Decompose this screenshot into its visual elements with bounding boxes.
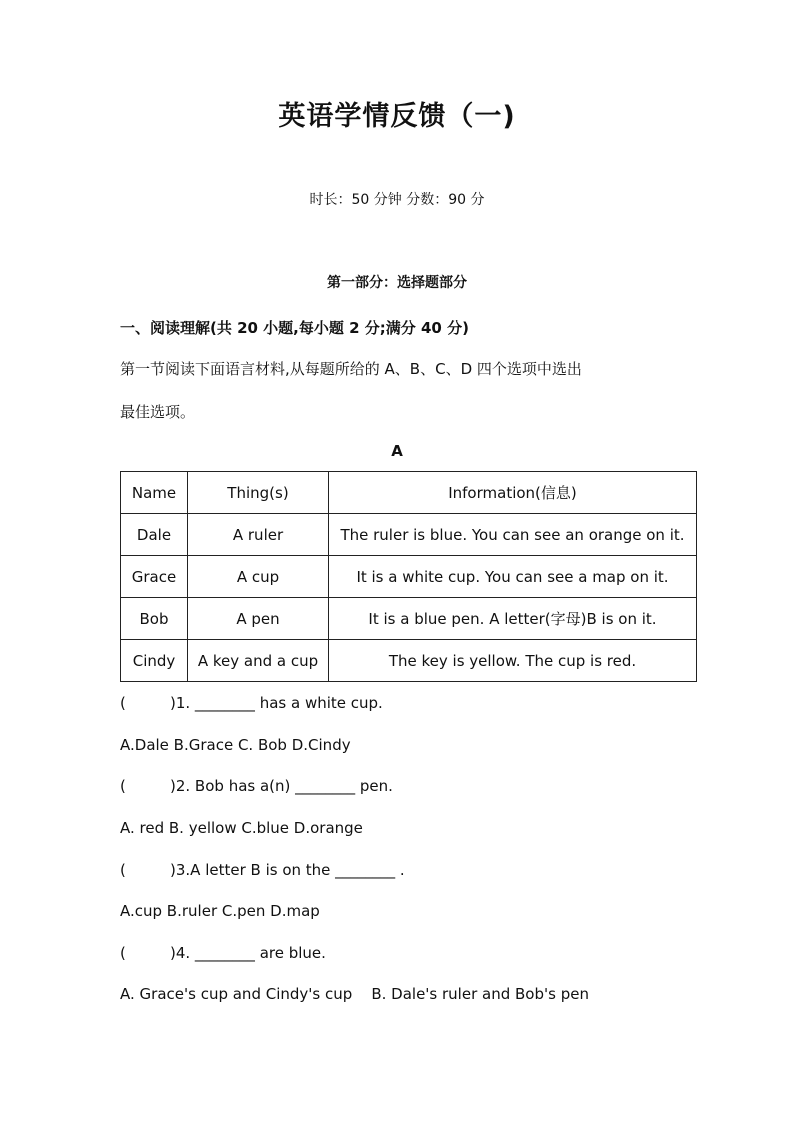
table-row <box>121 514 697 556</box>
question-2 <box>120 777 393 795</box>
question-3-options: A.cup B.ruler C.pen D.map <box>120 902 320 920</box>
answer-paren[interactable]: ( <box>120 777 126 795</box>
cell-things: A pen <box>188 598 329 640</box>
table-row <box>121 640 697 682</box>
header-things: Thing(s) <box>188 472 329 514</box>
cell-name: Grace <box>121 556 188 598</box>
cell-information: It is a white cup. You can see a map on it. <box>329 556 697 598</box>
instruction-line-1: 第一节阅读下面语言材料,从每题所给的 A、B、C、D 四个选项中选出 <box>120 360 582 378</box>
question-stem: )3.A letter B is on the ________ . <box>170 861 405 879</box>
header-information: Information(信息) <box>329 472 697 514</box>
answer-paren[interactable]: ( <box>120 944 126 962</box>
page-title: 英语学情反馈（一) <box>278 101 516 132</box>
answer-paren[interactable]: ( <box>120 694 126 712</box>
question-stem: )2. Bob has a(n) ________ pen. <box>170 777 393 795</box>
question-stem: )4. ________ are blue. <box>170 944 326 962</box>
exam-meta: 时长：50 分钟 分数：90 分 <box>309 192 485 208</box>
question-4 <box>120 944 326 962</box>
cell-information: It is a blue pen. A letter(字母)B is on it. <box>329 598 697 640</box>
cell-name: Dale <box>121 514 188 556</box>
cell-information: The ruler is blue. You can see an orange on it. <box>329 514 697 556</box>
cell-name: Cindy <box>121 640 188 682</box>
instruction-line-2: 最佳选项。 <box>120 403 196 421</box>
part-label: 第一部分：选择题部分 <box>327 275 467 291</box>
question-3 <box>120 861 405 879</box>
cell-things: A cup <box>188 556 329 598</box>
answer-paren[interactable]: ( <box>120 861 126 879</box>
question-2-options: A. red B. yellow C.blue D.orange <box>120 819 363 837</box>
cell-things: A ruler <box>188 514 329 556</box>
table-row <box>121 556 697 598</box>
passage-label: A <box>391 442 403 460</box>
question-4-options: A. Grace's cup and Cindy's cup B. Dale's ruler and Bob's pen <box>120 985 589 1003</box>
question-1 <box>120 694 383 712</box>
section-heading: 一、阅读理解(共 20 小题,每小题 2 分;满分 40 分) <box>120 319 469 337</box>
info-table <box>120 471 697 682</box>
header-name: Name <box>121 472 188 514</box>
cell-name: Bob <box>121 598 188 640</box>
table-row <box>121 598 697 640</box>
cell-things: A key and a cup <box>188 640 329 682</box>
question-1-options: A.Dale B.Grace C. Bob D.Cindy <box>120 736 351 754</box>
cell-information: The key is yellow. The cup is red. <box>329 640 697 682</box>
table-header-row <box>121 472 697 514</box>
question-stem: )1. ________ has a white cup. <box>170 694 383 712</box>
